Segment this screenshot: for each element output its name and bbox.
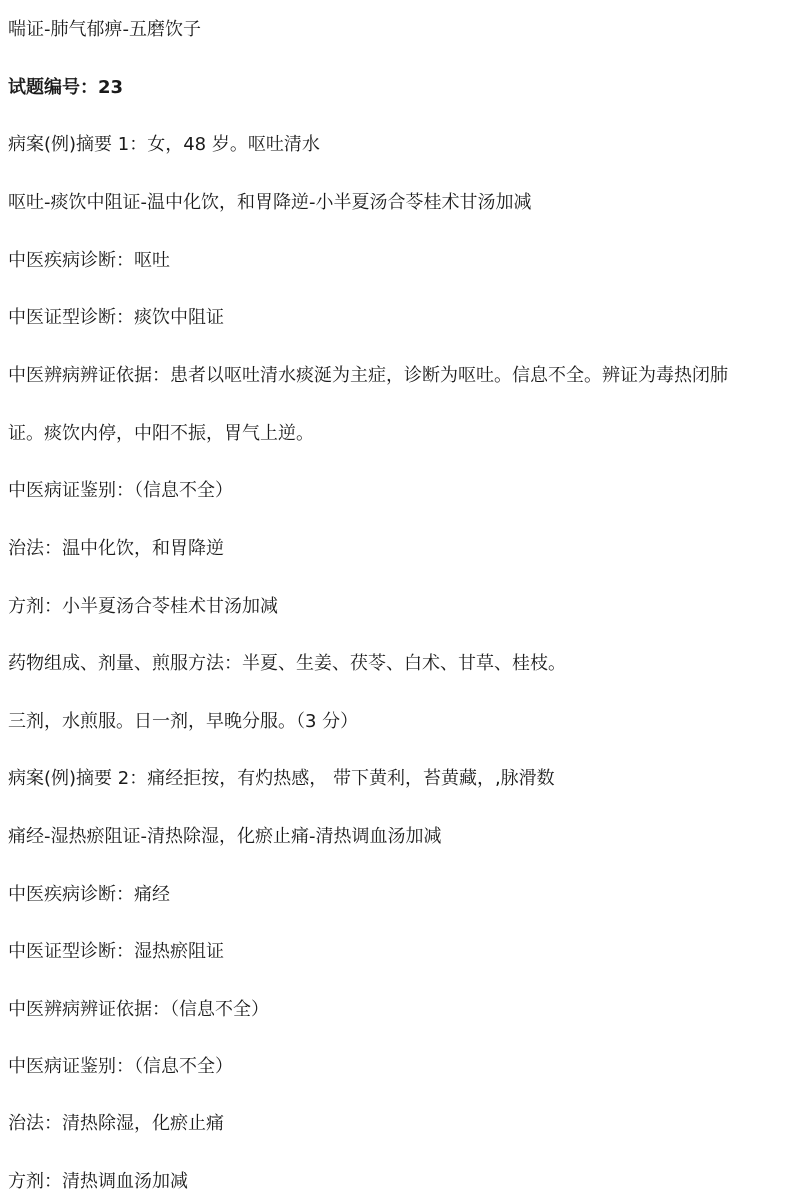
case-summary-2: 病案(例)摘要 2：痛经拒按，有灼热感， 带下黄利，苔黄藏，,脉滑数 — [8, 768, 555, 789]
text-line-heading-case: 喘证-肺气郁痹-五磨饮子 — [8, 19, 201, 40]
case-summary-1: 病案(例)摘要 1：女，48 岁。呕吐清水 — [8, 134, 320, 155]
text-line-basis-2: 中医辨病辨证依据：（信息不全） — [8, 999, 269, 1020]
text-line-disease-diagnosis-1: 中医疾病诊断：呕吐 — [8, 250, 170, 271]
text-line-dosage-1: 三剂，水煎服。日一剂，早晚分服。（3 分） — [8, 711, 359, 732]
text-line-treatment-1: 治法：温中化饮，和胃降逆 — [8, 538, 224, 559]
text-line-syndrome-diagnosis-1: 中医证型诊断：痰饮中阻证 — [8, 307, 224, 328]
text-line-basis-1-cont: 证。痰饮内停，中阳不振，胃气上逆。 — [8, 423, 314, 444]
text-line-case1-overview: 呕吐-痰饮中阻证-温中化饮，和胃降逆-小半夏汤合苓桂术甘汤加减 — [8, 192, 532, 213]
question-number: 试题编号：23 — [8, 77, 124, 98]
text-line-case2-overview: 痛经-湿热瘀阻证-清热除湿，化瘀止痛-清热调血汤加减 — [8, 826, 442, 847]
text-line-syndrome-diagnosis-2: 中医证型诊断：湿热瘀阻证 — [8, 941, 224, 962]
text-line-treatment-2: 治法：清热除湿，化瘀止痛 — [8, 1113, 224, 1134]
text-line-prescription-1: 方剂：小半夏汤合苓桂术甘汤加减 — [8, 596, 278, 617]
text-line-disease-diagnosis-2: 中医疾病诊断：痛经 — [8, 884, 170, 905]
text-line-basis-1: 中医辨病辨证依据：患者以呕吐清水痰涎为主症，诊断为呕吐。信息不全。辨证为毒热闭肺 — [8, 365, 728, 386]
text-line-differentiation-2: 中医病证鉴别：（信息不全） — [8, 1056, 233, 1077]
text-line-differentiation-1: 中医病证鉴别：（信息不全） — [8, 480, 233, 501]
text-line-prescription-2: 方剂：清热调血汤加减 — [8, 1171, 188, 1192]
text-line-herbs-1: 药物组成、剂量、煎服方法：半夏、生姜、茯苓、白术、甘草、桂枝。 — [8, 653, 566, 674]
